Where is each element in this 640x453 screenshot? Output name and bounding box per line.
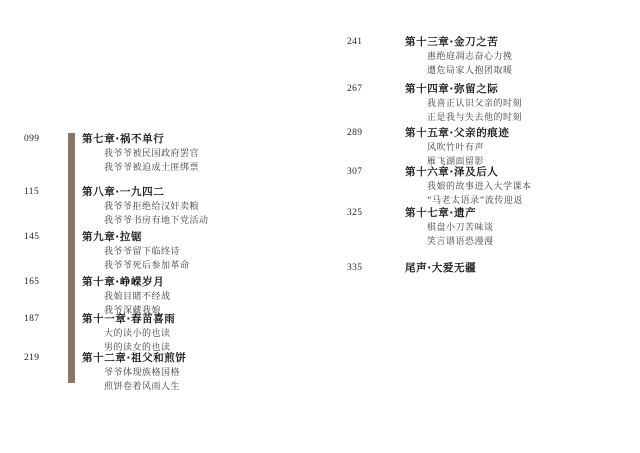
- toc-chapter-title: 第十四章·弥留之际: [405, 83, 499, 95]
- toc-subentry: 我喜正认识父亲的时刻: [427, 99, 523, 109]
- toc-subentry: 惠绝庭凋志奋心力挽: [427, 52, 513, 62]
- toc-subentries: [427, 222, 494, 249]
- toc-subentry: 我爷爷书房有地下党活动: [104, 215, 209, 226]
- toc-page-number: 165: [24, 277, 40, 287]
- toc-subentries: [104, 328, 171, 355]
- toc-page-number: 187: [24, 314, 40, 324]
- toc-subentry: 风吹竹叶有声: [427, 143, 485, 153]
- toc-subentries: [427, 142, 484, 169]
- toc-subentry: 爷爷体现族格国格: [104, 368, 181, 378]
- toc-chapter-title: 第十章·峥嵘岁月: [82, 276, 165, 288]
- toc-subentry: 雁飞湖面留影: [427, 156, 485, 167]
- toc-subentries: [104, 367, 180, 394]
- toc-subentry: “马老太语录”流传迎返: [427, 195, 523, 206]
- toc-subentry: 我爷爷被民国政府罢官: [104, 149, 200, 159]
- toc-subentry: 我爷爷死后参加革命: [104, 260, 190, 271]
- toc-page-number: 145: [24, 232, 40, 242]
- toc-subentries: [427, 51, 513, 78]
- toc-chapter-title: 第九章·拉锯: [82, 231, 143, 243]
- toc-page-number: 289: [347, 128, 363, 138]
- toc-page-number: 099: [24, 134, 40, 144]
- left-column-vertical-rule: [68, 133, 75, 383]
- toc-chapter-title: 第十二章·祖父和煎饼: [82, 352, 187, 364]
- toc-subentry: 我爷爷被迫成土匪绑票: [104, 162, 200, 173]
- toc-page-number: 219: [24, 353, 40, 363]
- toc-subentry: 正是我与失去他的时刻: [427, 112, 523, 123]
- toc-page-number: 325: [347, 208, 363, 218]
- toc-subentries: [104, 246, 190, 273]
- toc-subentry: 我娘目睹不经战: [104, 292, 171, 302]
- toc-chapter-title: 第八章·一九四二: [82, 186, 165, 198]
- toc-chapter-title: 第七章·祸不单行: [82, 133, 165, 145]
- toc-chapter-title: 第十六章·泽及后人: [405, 166, 499, 178]
- toc-chapter-title: 第十七章·遗产: [405, 207, 477, 219]
- toc-subentries: [427, 181, 532, 208]
- toc-subentry: 棋盘小刀苦味谈: [427, 223, 494, 233]
- toc-subentries: [104, 201, 209, 228]
- toc-subentry: 我娘的故事进入大学课本: [427, 182, 532, 192]
- toc-subentries: [104, 148, 199, 175]
- toc-page-number: 267: [347, 84, 363, 94]
- toc-page-number: 115: [24, 187, 40, 197]
- toc-page-number: 335: [347, 263, 363, 273]
- toc-page-number: 241: [347, 37, 363, 47]
- toc-subentry: 笑言谱语恐漫漫: [427, 236, 494, 247]
- toc-subentry: 我爷爷拒绝给汉奸卖粮: [104, 202, 200, 212]
- toc-right-column: [320, 0, 640, 453]
- toc-subentry: 我爷爷留下临终诗: [104, 247, 181, 257]
- toc-subentry: 遭危局家人抱团取暖: [427, 65, 513, 76]
- toc-chapter-title: 第十五章·父亲的痕迹: [405, 127, 510, 139]
- toc-subentry: 煎饼卷着风雨人生: [104, 381, 181, 392]
- toc-page-number: 307: [347, 167, 363, 177]
- toc-subentry: 大的读小的也读: [104, 329, 171, 339]
- toc-chapter-title: 第十三章·金刀之苦: [405, 36, 499, 48]
- toc-chapter-title: 第十一章·春苗喜雨: [82, 313, 176, 325]
- toc-subentries: [427, 98, 522, 125]
- toc-subentry: 男的读女的也读: [104, 342, 171, 353]
- toc-subentry: 我爷深藏我娘: [104, 305, 162, 316]
- toc-chapter-title: 尾声·大爱无疆: [405, 262, 477, 274]
